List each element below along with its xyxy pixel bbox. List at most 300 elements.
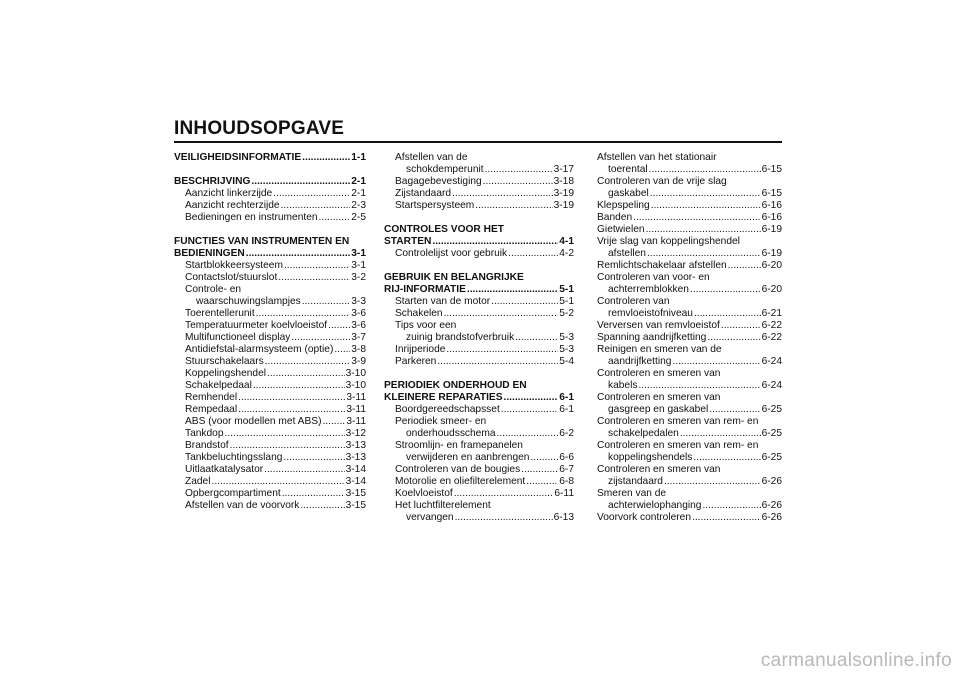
title-rule — [174, 141, 782, 143]
toc-page-number: 5-3 — [559, 332, 574, 343]
toc-page-number: 6-15 — [761, 164, 782, 175]
toc-entry[interactable] — [174, 188, 366, 200]
toc-leader-dots — [694, 308, 761, 320]
toc-entry-title: Contactslot/stuurslot — [185, 272, 278, 283]
toc-leader-dots — [265, 356, 351, 368]
toc-leader-dots — [728, 260, 761, 272]
toc-entry-title: Controleren en smeren van — [597, 464, 721, 475]
toc-page-number: 5-3 — [559, 344, 574, 355]
toc-entry-title: Controleren en smeren van — [597, 392, 721, 403]
toc-leader-dots — [521, 464, 558, 476]
toc-leader-dots — [647, 248, 761, 260]
toc-entry[interactable] — [384, 512, 574, 524]
toc-page-number: 6-16 — [761, 212, 782, 223]
toc-page-number: 3-6 — [351, 320, 366, 331]
toc-entry[interactable] — [384, 320, 574, 332]
toc-entry-title: verwijderen en aanbrengen — [406, 452, 530, 463]
toc-entry[interactable] — [384, 356, 574, 368]
toc-page-number: 6-25 — [761, 428, 782, 439]
toc-page-number: 3-12 — [345, 428, 366, 439]
toc-entry[interactable] — [384, 164, 574, 176]
toc-entry-title: Koelvloeistof — [395, 488, 453, 499]
toc-leader-dots — [709, 404, 760, 416]
toc-page-number: 6-8 — [559, 476, 574, 487]
toc-entry[interactable] — [384, 296, 574, 308]
toc-entry[interactable] — [597, 488, 782, 500]
toc-heading[interactable] — [384, 380, 574, 392]
toc-entry[interactable] — [174, 284, 366, 296]
toc-entry[interactable] — [384, 464, 574, 476]
toc-entry[interactable] — [174, 440, 366, 452]
toc-entry-title: FUNCTIES VAN INSTRUMENTEN EN — [174, 236, 350, 247]
toc-entry-title: Inrijperiode — [395, 344, 446, 355]
toc-leader-dots — [246, 248, 351, 260]
toc-entry[interactable] — [174, 368, 366, 380]
toc-entry[interactable] — [174, 296, 366, 308]
toc-page-number: 3-6 — [351, 308, 366, 319]
toc-leader-dots — [225, 428, 345, 440]
toc-leader-dots — [452, 188, 553, 200]
toc-entry[interactable] — [597, 368, 782, 380]
toc-page-number: 3-1 — [351, 248, 366, 259]
toc-entry[interactable] — [384, 332, 574, 344]
toc-entry[interactable] — [384, 152, 574, 164]
toc-entry-title: Controlelijst voor gebruik — [395, 248, 508, 259]
toc-leader-dots — [238, 392, 345, 404]
toc-leader-dots — [278, 272, 350, 284]
toc-entry-title: schakelpedalen — [608, 428, 679, 439]
toc-spacer — [174, 164, 366, 176]
toc-leader-dots — [283, 452, 344, 464]
toc-entry[interactable] — [384, 404, 574, 416]
toc-entry[interactable] — [174, 200, 366, 212]
toc-entry-title: Starten van de motor — [395, 296, 491, 307]
toc-entry-title: afstellen — [608, 248, 646, 259]
toc-entry-title: PERIODIEK ONDERHOUD EN — [384, 380, 527, 391]
toc-entry[interactable] — [384, 248, 574, 260]
toc-entry-title: Schakelen — [395, 308, 443, 319]
toc-entry-title: Controleren en smeren van — [597, 368, 721, 379]
toc-entry-title: koppelingshendels — [608, 452, 693, 463]
toc-leader-dots — [690, 284, 761, 296]
toc-leader-dots — [319, 212, 351, 224]
toc-entry-title: Zijstandaard — [395, 188, 452, 199]
toc-leader-dots — [650, 188, 761, 200]
toc-leader-dots — [455, 512, 553, 524]
toc-leader-dots — [281, 200, 351, 212]
toc-heading[interactable] — [174, 152, 366, 164]
toc-entry[interactable] — [597, 284, 782, 296]
toc-entry[interactable] — [384, 452, 574, 464]
toc-entry-title: Uitlaatkatalysator — [185, 464, 264, 475]
toc-entry-title: Het luchtfilterelement — [395, 500, 491, 511]
toc-entry-title: Controleren van voor- en — [597, 272, 710, 283]
toc-page-number: 2-1 — [351, 188, 366, 199]
toc-entry[interactable] — [174, 212, 366, 224]
toc-entry[interactable] — [384, 344, 574, 356]
toc-entry[interactable] — [384, 428, 574, 440]
toc-page-number: 6-13 — [553, 512, 574, 523]
toc-page-number: 3-13 — [345, 440, 366, 451]
toc-page-number: 3-14 — [345, 464, 366, 475]
toc-leader-dots — [211, 476, 344, 488]
toc-entry-title: Gietwielen — [597, 224, 645, 235]
toc-page-number: 6-11 — [554, 488, 574, 499]
toc-page-number: 6-19 — [761, 224, 782, 235]
toc-entry-title: Aanzicht rechterzijde — [185, 200, 280, 211]
toc-entry-title: Aanzicht linkerzijde — [185, 188, 273, 199]
toc-page-number: 1-1 — [351, 152, 366, 163]
toc-entry-title: STARTEN — [384, 236, 432, 247]
toc-leader-dots — [322, 416, 345, 428]
toc-entry[interactable] — [597, 152, 782, 164]
toc-leader-dots — [238, 404, 345, 416]
toc-entry-title: Bedieningen en instrumenten — [185, 212, 318, 223]
toc-leader-dots — [680, 428, 761, 440]
toc-leader-dots — [526, 476, 558, 488]
toc-entry-title: Controleren en smeren van rem- en — [597, 416, 759, 427]
toc-page-number: 6-26 — [761, 500, 782, 511]
toc-entry-title: BEDIENINGEN — [174, 248, 245, 259]
toc-leader-dots — [491, 296, 558, 308]
toc-entry-title: Tankdop — [185, 428, 224, 439]
toc-entry[interactable] — [174, 500, 366, 512]
toc-leader-dots — [230, 440, 345, 452]
toc-entry[interactable] — [384, 440, 574, 452]
watermark-text: carmanualsonline.info — [760, 650, 952, 671]
toc-entry[interactable] — [174, 452, 366, 464]
toc-entry[interactable] — [174, 488, 366, 500]
toc-entry-title: Opbergcompartiment — [185, 488, 281, 499]
toc-page-number: 2-1 — [351, 176, 366, 187]
toc-heading[interactable] — [174, 176, 366, 188]
toc-entry[interactable] — [597, 464, 782, 476]
toc-entry[interactable] — [597, 512, 782, 524]
toc-page-number: 3-19 — [553, 188, 574, 199]
toc-entry[interactable] — [384, 176, 574, 188]
toc-entry-title: Brandstof — [185, 440, 229, 451]
toc-entry[interactable] — [597, 260, 782, 272]
toc-entry[interactable] — [174, 272, 366, 284]
toc-page-number: 6-1 — [559, 392, 574, 403]
toc-entry-title: aandrijfketting — [608, 356, 672, 367]
toc-page-number: 6-22 — [761, 332, 782, 343]
toc-page-number: 3-2 — [351, 272, 366, 283]
toc-leader-dots — [328, 320, 350, 332]
toc-entry-title: Bagagebevestiging — [395, 176, 482, 187]
toc-column-3 — [597, 152, 782, 524]
toc-entry[interactable] — [174, 416, 366, 428]
toc-entry-title: RIJ-INFORMATIE — [384, 284, 466, 295]
toc-page-number: 5-1 — [559, 296, 574, 307]
toc-leader-dots — [264, 464, 344, 476]
toc-leader-dots — [302, 152, 350, 164]
toc-entry[interactable] — [384, 500, 574, 512]
toc-page-number: 6-15 — [761, 188, 782, 199]
toc-leader-dots — [721, 320, 761, 332]
toc-entry[interactable] — [597, 308, 782, 320]
toc-leader-dots — [664, 476, 761, 488]
toc-entry[interactable] — [597, 452, 782, 464]
toc-leader-dots — [485, 164, 553, 176]
toc-page-number: 5-4 — [559, 356, 574, 367]
toc-entry-title: Banden — [597, 212, 633, 223]
toc-leader-dots — [432, 236, 558, 248]
toc-leader-dots — [692, 512, 761, 524]
toc-page-number: 6-25 — [761, 452, 782, 463]
toc-leader-dots — [300, 500, 344, 512]
toc-entry-title: Motorolie en oliefilterelement — [395, 476, 526, 487]
toc-entry-title: achterwielophanging — [608, 500, 702, 511]
toc-entry-title: Tankbeluchtingsslang — [185, 452, 283, 463]
toc-entry[interactable] — [174, 308, 366, 320]
toc-entry-title: Multifunctioneel display — [185, 332, 291, 343]
toc-page-number: 3-1 — [351, 260, 366, 271]
toc-page-number: 3-15 — [345, 488, 366, 499]
toc-leader-dots — [302, 296, 351, 308]
toc-leader-dots — [475, 200, 552, 212]
toc-leader-dots — [693, 452, 760, 464]
toc-leader-dots — [504, 392, 559, 404]
toc-entry-title: toerental — [608, 164, 648, 175]
toc-entry-title: Vrije slag van koppelingshendel — [597, 236, 740, 247]
toc-page-number: 3-10 — [345, 380, 366, 391]
toc-entry[interactable] — [597, 272, 782, 284]
toc-entry-title: Rempedaal — [185, 404, 238, 415]
toc-entry[interactable] — [384, 476, 574, 488]
toc-entry-title: Antidiefstal-alarmsysteem (optie) — [185, 344, 334, 355]
toc-page-number: 4-1 — [559, 236, 574, 247]
toc-entry-title: Startblokkeersysteem — [185, 260, 283, 271]
toc-column-2 — [384, 152, 574, 524]
toc-heading[interactable] — [384, 284, 574, 296]
toc-entry-title: zuinig brandstofverbruik — [406, 332, 515, 343]
toc-entry[interactable] — [597, 344, 782, 356]
toc-entry-title: Klepspeling — [597, 200, 650, 211]
toc-entry[interactable] — [174, 392, 366, 404]
toc-leader-dots — [291, 332, 350, 344]
toc-entry-title: CONTROLES VOOR HET — [384, 224, 504, 235]
toc-heading[interactable] — [174, 248, 366, 260]
toc-leader-dots — [496, 428, 558, 440]
toc-leader-dots — [253, 380, 345, 392]
toc-entry-title: Controleren van de bougies — [395, 464, 521, 475]
toc-leader-dots — [651, 200, 761, 212]
toc-leader-dots — [515, 332, 558, 344]
toc-page-number: 3-11 — [346, 416, 366, 427]
toc-spacer — [384, 260, 574, 272]
toc-entry-title: Startspersysteem — [395, 200, 475, 211]
toc-entry-title: gaskabel — [608, 188, 649, 199]
toc-entry-title: Toerentellerunit — [185, 308, 255, 319]
toc-entry-title: Parkeren — [395, 356, 437, 367]
toc-entry[interactable] — [384, 416, 574, 428]
toc-heading[interactable] — [174, 236, 366, 248]
toc-leader-dots — [437, 356, 558, 368]
toc-entry[interactable] — [597, 476, 782, 488]
toc-entry-title: Controle- en — [185, 284, 242, 295]
toc-leader-dots — [646, 224, 761, 236]
toc-page-number: 3-19 — [553, 200, 574, 211]
toc-page-number: 6-20 — [761, 260, 782, 271]
toc-entry[interactable] — [597, 404, 782, 416]
toc-entry[interactable] — [597, 380, 782, 392]
toc-entry[interactable] — [384, 188, 574, 200]
toc-entry-title: onderhoudsschema — [406, 428, 496, 439]
toc-leader-dots — [444, 308, 559, 320]
toc-entry-title: ABS (voor modellen met ABS) — [185, 416, 322, 427]
toc-leader-dots — [267, 368, 345, 380]
toc-leader-dots — [530, 452, 558, 464]
toc-leader-dots — [446, 344, 558, 356]
toc-entry[interactable] — [597, 176, 782, 188]
toc-entry-title: schokdemperunit — [406, 164, 484, 175]
toc-entry[interactable] — [597, 164, 782, 176]
toc-page-number: 4-2 — [559, 248, 574, 259]
toc-page-number: 2-3 — [351, 200, 366, 211]
toc-heading[interactable] — [384, 392, 574, 404]
toc-page-number: 6-25 — [761, 404, 782, 415]
toc-leader-dots — [483, 176, 553, 188]
toc-entry[interactable] — [597, 188, 782, 200]
toc-entry[interactable] — [597, 212, 782, 224]
page-title: INHOUDSOPGAVE — [174, 118, 345, 139]
toc-leader-dots — [454, 488, 554, 500]
toc-page-number: 3-7 — [351, 332, 366, 343]
toc-entry[interactable] — [597, 296, 782, 308]
toc-entry-title: vervangen — [406, 512, 454, 523]
toc-entry-title: Controleren en smeren van rem- en — [597, 440, 759, 451]
toc-entry-title: Afstellen van het stationair — [597, 152, 717, 163]
toc-page-number: 6-22 — [761, 320, 782, 331]
toc-entry[interactable] — [597, 416, 782, 428]
toc-entry-title: Voorvork controleren — [597, 512, 691, 523]
toc-page-number: 3-8 — [351, 344, 366, 355]
toc-page-number: 5-1 — [559, 284, 574, 295]
toc-leader-dots — [649, 164, 761, 176]
toc-entry-title: Stroomlijn- en framepanelen — [395, 440, 523, 451]
toc-entry-title: Tips voor een — [395, 320, 457, 331]
toc-entry[interactable] — [384, 308, 574, 320]
toc-entry-title: Periodiek smeer- en — [395, 416, 487, 427]
toc-page-number: 6-26 — [761, 476, 782, 487]
toc-leader-dots — [672, 356, 760, 368]
toc-leader-dots — [284, 260, 350, 272]
toc-entry[interactable] — [597, 236, 782, 248]
toc-entry[interactable] — [174, 476, 366, 488]
toc-entry[interactable] — [597, 500, 782, 512]
toc-entry-title: Verversen van remvloeistof — [597, 320, 720, 331]
toc-page-number: 3-10 — [345, 368, 366, 379]
toc-leader-dots — [273, 188, 350, 200]
toc-entry-title: BESCHRIJVING — [174, 176, 251, 187]
toc-entry[interactable] — [174, 380, 366, 392]
toc-column-1 — [174, 152, 366, 512]
toc-page-number: 3-11 — [346, 392, 366, 403]
toc-heading[interactable] — [384, 224, 574, 236]
toc-entry[interactable] — [174, 428, 366, 440]
toc-page-number: 6-2 — [559, 428, 574, 439]
toc-entry[interactable] — [597, 320, 782, 332]
toc-entry[interactable] — [174, 464, 366, 476]
toc-page-number: 3-3 — [351, 296, 366, 307]
toc-entry-title: Afstellen van de — [395, 152, 468, 163]
toc-page-number: 6-6 — [559, 452, 574, 463]
toc-entry-title: waarschuwingslampjes — [196, 296, 301, 307]
toc-entry[interactable] — [597, 392, 782, 404]
toc-entry[interactable] — [174, 404, 366, 416]
toc-entry[interactable] — [597, 200, 782, 212]
toc-entry[interactable] — [597, 224, 782, 236]
toc-entry[interactable] — [384, 200, 574, 212]
toc-page-number: 3-17 — [553, 164, 574, 175]
toc-entry[interactable] — [174, 332, 366, 344]
toc-entry-title: Temperatuurmeter koelvloeistof — [185, 320, 328, 331]
toc-page-number: 6-16 — [761, 200, 782, 211]
toc-page-number: 6-20 — [761, 284, 782, 295]
toc-spacer — [384, 212, 574, 224]
toc-leader-dots — [707, 332, 760, 344]
toc-entry[interactable] — [597, 440, 782, 452]
toc-entry[interactable] — [597, 428, 782, 440]
toc-page-number: 6-7 — [559, 464, 574, 475]
toc-entry[interactable] — [174, 344, 366, 356]
toc-entry-title: GEBRUIK EN BELANGRIJKE — [384, 272, 524, 283]
toc-entry[interactable] — [597, 248, 782, 260]
toc-page-number: 3-13 — [345, 452, 366, 463]
toc-entry-title: Boordgereedschapsset — [395, 404, 500, 415]
toc-entry[interactable] — [174, 320, 366, 332]
toc-entry-title: Zadel — [185, 476, 211, 487]
toc-page-number: 6-24 — [761, 380, 782, 391]
toc-entry[interactable] — [597, 332, 782, 344]
toc-entry[interactable] — [174, 260, 366, 272]
toc-entry-title: Koppelingshendel — [185, 368, 267, 379]
toc-entry[interactable] — [384, 488, 574, 500]
toc-entry[interactable] — [174, 356, 366, 368]
toc-leader-dots — [702, 500, 760, 512]
toc-leader-dots — [501, 404, 558, 416]
toc-entry-title: Remhendel — [185, 392, 238, 403]
toc-page-number: 3-18 — [553, 176, 574, 187]
toc-page-number: 6-24 — [761, 356, 782, 367]
toc-entry-title: gasgreep en gaskabel — [608, 404, 709, 415]
toc-leader-dots — [256, 308, 351, 320]
toc-page-number: 6-19 — [761, 248, 782, 259]
toc-entry-title: Controleren van — [597, 296, 670, 307]
toc-heading[interactable] — [384, 236, 574, 248]
toc-page-number: 3-15 — [345, 500, 366, 511]
toc-entry-title: achterremblokken — [608, 284, 689, 295]
toc-entry-title: KLEINERE REPARATIES — [384, 392, 503, 403]
toc-entry-title: Reinigen en smeren van de — [597, 344, 722, 355]
toc-entry-title: Spanning aandrijfketting — [597, 332, 707, 343]
toc-page-number: 3-9 — [351, 356, 366, 367]
toc-page-number: 3-11 — [346, 404, 366, 415]
toc-page-number: 6-26 — [761, 512, 782, 523]
toc-heading[interactable] — [384, 272, 574, 284]
toc-leader-dots — [251, 176, 350, 188]
toc-entry-title: kabels — [608, 380, 638, 391]
toc-page-number: 6-1 — [559, 404, 574, 415]
toc-entry-title: Remlichtschakelaar afstellen — [597, 260, 727, 271]
toc-spacer — [384, 368, 574, 380]
toc-leader-dots — [467, 284, 558, 296]
toc-page-number: 2-5 — [351, 212, 366, 223]
toc-leader-dots — [638, 380, 760, 392]
toc-page-number: 3-14 — [345, 476, 366, 487]
toc-entry[interactable] — [597, 356, 782, 368]
